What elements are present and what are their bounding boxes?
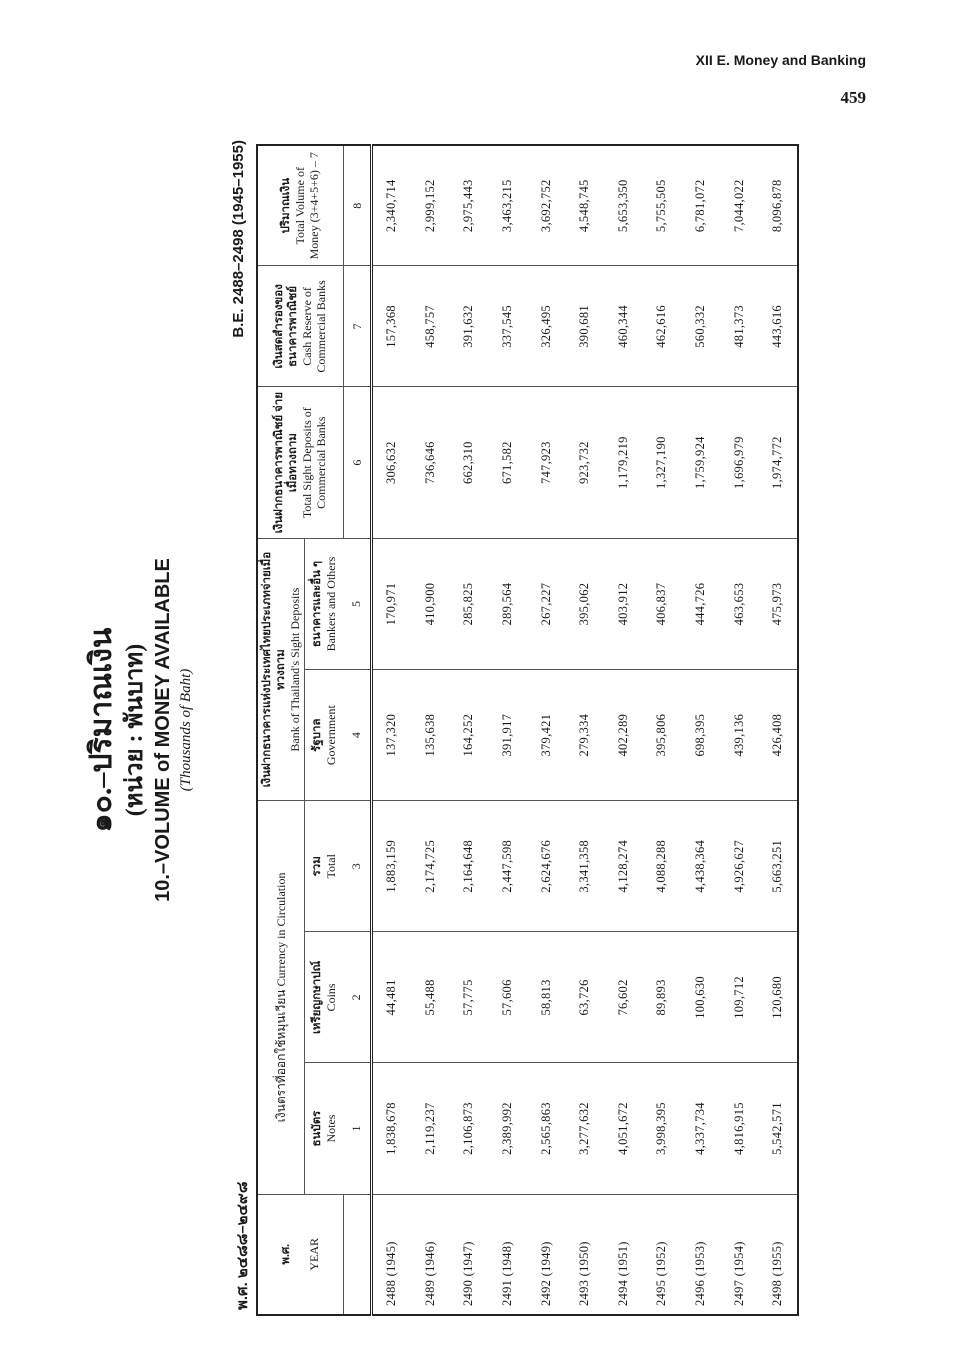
value-cell-col-1: 4,816,915 bbox=[720, 1063, 759, 1194]
value-cell-col-7: 391,632 bbox=[450, 266, 489, 387]
period-english: B.E. 2488–2498 (1945–1955) bbox=[230, 140, 247, 338]
value-cell-col-8: 2,999,152 bbox=[411, 145, 450, 266]
value-cell-col-4: 279,334 bbox=[565, 670, 604, 801]
value-cell-col-5: 267,227 bbox=[527, 538, 566, 669]
header-coins: เหรียญกษาปณ์ Coins bbox=[305, 932, 344, 1063]
value-cell-col-7: 337,545 bbox=[488, 266, 527, 387]
table-body bbox=[371, 145, 798, 1315]
year-cell: 2492 (1949) bbox=[538, 1241, 553, 1306]
value-cell-col-7: 390,681 bbox=[565, 266, 604, 387]
value-cell-col-2: 109,712 bbox=[720, 932, 759, 1063]
value-cell-col-5: 403,912 bbox=[604, 538, 643, 669]
value-cell-col-4: 426,408 bbox=[758, 670, 798, 801]
value-cell-col-6: 1,759,924 bbox=[681, 387, 720, 539]
table-row bbox=[411, 145, 450, 1315]
period-thai: พ.ศ. ๒๔๘๘–๒๔๙๘ bbox=[234, 1181, 251, 1310]
header-num-1: 1 bbox=[343, 1063, 371, 1194]
value-cell-col-7: 326,495 bbox=[527, 266, 566, 387]
rotated-table-page bbox=[80, 140, 785, 1320]
value-cell-col-1: 4,051,672 bbox=[604, 1063, 643, 1194]
value-cell-col-3: 4,926,627 bbox=[720, 801, 759, 932]
value-cell-col-6: 1,179,219 bbox=[604, 387, 643, 539]
year-cell: 2493 (1950) bbox=[577, 1241, 592, 1306]
value-cell-col-3: 5,663,251 bbox=[758, 801, 798, 932]
value-cell-col-3: 2,174,725 bbox=[411, 801, 450, 932]
value-cell-col-3: 2,164,648 bbox=[450, 801, 489, 932]
header-num-3: 3 bbox=[343, 801, 371, 932]
value-cell-col-2: 55,488 bbox=[411, 932, 450, 1063]
year-cell: 2496 (1953) bbox=[693, 1241, 708, 1306]
header-num-2: 2 bbox=[343, 932, 371, 1063]
value-cell-col-8: 5,653,350 bbox=[604, 145, 643, 266]
value-cell-col-2: 57,606 bbox=[488, 932, 527, 1063]
unit-english: (Thousands of Baht) bbox=[178, 668, 194, 792]
value-cell-col-3: 2,447,598 bbox=[488, 801, 527, 932]
value-cell-col-1: 3,277,632 bbox=[565, 1063, 604, 1194]
unit-thai: (หน่วย : พันบาท) bbox=[122, 643, 148, 817]
value-cell-col-4: 395,806 bbox=[643, 670, 682, 801]
table-row bbox=[720, 145, 759, 1315]
value-cell-col-5: 406,837 bbox=[643, 538, 682, 669]
value-cell-col-2: 63,726 bbox=[565, 932, 604, 1063]
value-cell-col-5: 170,971 bbox=[371, 538, 411, 669]
value-cell-col-7: 458,757 bbox=[411, 266, 450, 387]
value-cell-col-7: 560,332 bbox=[681, 266, 720, 387]
value-cell-col-8: 5,755,505 bbox=[643, 145, 682, 266]
year-cell: 2491 (1948) bbox=[500, 1241, 515, 1306]
table-row bbox=[681, 145, 720, 1315]
header-total-volume: ปริมาณเงิน Total Volume of Money (3+4+5+6) – 7 bbox=[257, 145, 343, 266]
value-cell-col-1: 4,337,734 bbox=[681, 1063, 720, 1194]
value-cell-col-3: 4,438,364 bbox=[681, 801, 720, 932]
header-num-6: 6 bbox=[343, 387, 371, 539]
value-cell-col-7: 157,368 bbox=[371, 266, 411, 387]
page-number: 459 bbox=[840, 88, 866, 107]
value-cell-col-8: 3,692,752 bbox=[527, 145, 566, 266]
header-total: รวม Total bbox=[305, 801, 344, 932]
value-cell-col-1: 1,838,678 bbox=[371, 1063, 411, 1194]
value-cell-col-5: 285,825 bbox=[450, 538, 489, 669]
header-year: พ.ศ. YEAR bbox=[257, 1194, 343, 1315]
table-row bbox=[371, 145, 411, 1315]
year-cell: 2489 (1946) bbox=[422, 1241, 437, 1306]
value-cell-col-6: 747,923 bbox=[527, 387, 566, 539]
value-cell-col-4: 439,136 bbox=[720, 670, 759, 801]
value-cell-col-8: 4,548,745 bbox=[565, 145, 604, 266]
value-cell-col-3: 4,128,274 bbox=[604, 801, 643, 932]
value-cell-col-6: 923,732 bbox=[565, 387, 604, 539]
value-cell-col-7: 443,616 bbox=[758, 266, 798, 387]
table-row bbox=[488, 145, 527, 1315]
value-cell-col-4: 391,917 bbox=[488, 670, 527, 801]
value-cell-col-6: 736,646 bbox=[411, 387, 450, 539]
value-cell-col-6: 1,696,979 bbox=[720, 387, 759, 539]
value-cell-col-8: 3,463,215 bbox=[488, 145, 527, 266]
value-cell-col-8: 6,781,072 bbox=[681, 145, 720, 266]
value-cell-col-3: 4,088,288 bbox=[643, 801, 682, 932]
value-cell-col-2: 76,602 bbox=[604, 932, 643, 1063]
header-cash-reserve: เงินสดสำรองของ ธนาคารพาณิชย์ Cash Reserve of Commercial Banks bbox=[257, 266, 343, 387]
value-cell-col-2: 44,481 bbox=[371, 932, 411, 1063]
value-cell-col-5: 463,653 bbox=[720, 538, 759, 669]
value-cell-col-7: 460,344 bbox=[604, 266, 643, 387]
header-currency-group: เงินตราที่ออกใช้หมุนเวียน Currency in Circulation bbox=[257, 801, 305, 1194]
value-cell-col-3: 1,883,159 bbox=[371, 801, 411, 932]
value-cell-col-7: 481,373 bbox=[720, 266, 759, 387]
table-row bbox=[758, 145, 798, 1315]
table-row bbox=[527, 145, 566, 1315]
value-cell-col-5: 289,564 bbox=[488, 538, 527, 669]
header-bankers-others: ธนาคารและอื่น ๆ Bankers and Others bbox=[305, 538, 344, 669]
value-cell-col-6: 1,327,190 bbox=[643, 387, 682, 539]
header-num-5: 5 bbox=[343, 538, 371, 669]
value-cell-col-6: 671,582 bbox=[488, 387, 527, 539]
title-block bbox=[80, 140, 196, 1320]
year-cell: 2497 (1954) bbox=[731, 1241, 746, 1306]
header-bot-group: เงินฝากธนาคารแห่งประเทศไทยประเภทจ่ายเมื่อทวงถาม Bank of Thailand's Sight Deposits bbox=[257, 538, 305, 800]
value-cell-col-2: 89,893 bbox=[643, 932, 682, 1063]
table-row bbox=[565, 145, 604, 1315]
section-header: XII E. Money and Banking bbox=[695, 52, 866, 68]
value-cell-col-2: 100,630 bbox=[681, 932, 720, 1063]
value-cell-col-5: 475,973 bbox=[758, 538, 798, 669]
title-thai: ๑๐.–ปริมาณเงิน bbox=[85, 627, 118, 833]
value-cell-col-6: 1,974,772 bbox=[758, 387, 798, 539]
value-cell-col-4: 164,252 bbox=[450, 670, 489, 801]
table-row bbox=[604, 145, 643, 1315]
year-cell: 2494 (1951) bbox=[615, 1241, 630, 1306]
value-cell-col-1: 2,106,873 bbox=[450, 1063, 489, 1194]
header-num-7: 7 bbox=[343, 266, 371, 387]
value-cell-col-4: 137,320 bbox=[371, 670, 411, 801]
value-cell-col-8: 2,340,714 bbox=[371, 145, 411, 266]
value-cell-col-8: 2,975,443 bbox=[450, 145, 489, 266]
value-cell-col-1: 5,542,571 bbox=[758, 1063, 798, 1194]
year-cell: 2498 (1955) bbox=[770, 1241, 785, 1306]
value-cell-col-4: 379,421 bbox=[527, 670, 566, 801]
value-cell-col-4: 402,289 bbox=[604, 670, 643, 801]
value-cell-col-1: 2,119,237 bbox=[411, 1063, 450, 1194]
value-cell-col-4: 698,395 bbox=[681, 670, 720, 801]
header-num-4: 4 bbox=[343, 670, 371, 801]
header-government: รัฐบาล Government bbox=[305, 670, 344, 801]
table-row bbox=[450, 145, 489, 1315]
value-cell-col-5: 410,900 bbox=[411, 538, 450, 669]
value-cell-col-5: 395,062 bbox=[565, 538, 604, 669]
header-num-8: 8 bbox=[343, 145, 371, 266]
value-cell-col-2: 120,680 bbox=[758, 932, 798, 1063]
value-cell-col-2: 57,775 bbox=[450, 932, 489, 1063]
value-cell-col-6: 306,632 bbox=[371, 387, 411, 539]
value-cell-col-1: 2,389,992 bbox=[488, 1063, 527, 1194]
header-num-blank bbox=[343, 1194, 371, 1315]
value-cell-col-2: 58,813 bbox=[527, 932, 566, 1063]
value-cell-col-8: 7,044,022 bbox=[720, 145, 759, 266]
money-volume-table bbox=[256, 144, 799, 1316]
year-cell: 2495 (1952) bbox=[654, 1241, 669, 1306]
value-cell-col-1: 2,565,863 bbox=[527, 1063, 566, 1194]
table-row bbox=[643, 145, 682, 1315]
value-cell-col-5: 444,726 bbox=[681, 538, 720, 669]
year-cell: 2490 (1947) bbox=[461, 1241, 476, 1306]
value-cell-col-4: 135,638 bbox=[411, 670, 450, 801]
title-english: 10.–VOLUME of MONEY AVAILABLE bbox=[152, 558, 174, 902]
value-cell-col-8: 8,096,878 bbox=[758, 145, 798, 266]
header-sight-deposits: เงินฝากธนาคารพาณิชย์ จ่ายเมื่อทวงถาม Total Sight Deposits of Commercial Banks bbox=[257, 387, 343, 539]
header-notes: ธนบัตร Notes bbox=[305, 1063, 344, 1194]
value-cell-col-6: 662,310 bbox=[450, 387, 489, 539]
value-cell-col-7: 462,616 bbox=[643, 266, 682, 387]
value-cell-col-1: 3,998,395 bbox=[643, 1063, 682, 1194]
value-cell-col-3: 2,624,676 bbox=[527, 801, 566, 932]
year-cell: 2488 (1945) bbox=[384, 1241, 399, 1306]
value-cell-col-3: 3,341,358 bbox=[565, 801, 604, 932]
